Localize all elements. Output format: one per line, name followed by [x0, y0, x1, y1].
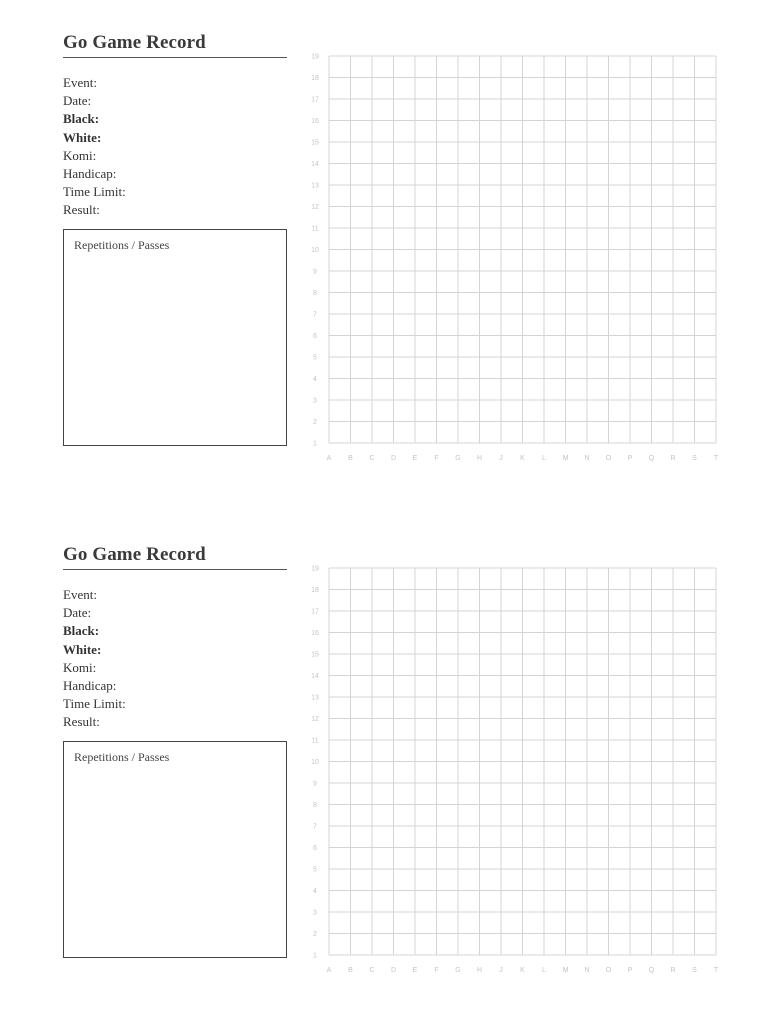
row-label: 7: [313, 311, 317, 319]
game-info-fields: [63, 74, 126, 220]
row-label: 15: [311, 139, 319, 147]
field-result-label: Result:: [63, 714, 100, 730]
column-label: L: [542, 967, 546, 974]
row-label: 6: [313, 333, 317, 340]
column-label: A: [326, 967, 332, 974]
row-label: 19: [311, 565, 319, 573]
column-label: F: [434, 967, 439, 974]
field-handicap-label: Handicap:: [63, 677, 117, 693]
game-record-sheet-2: [0, 512, 768, 982]
row-label: 8: [313, 290, 317, 297]
column-label: L: [542, 455, 546, 462]
row-label: 16: [311, 118, 319, 125]
row-label: 2: [313, 419, 317, 426]
row-label: 1: [313, 952, 317, 960]
field-white-label: White:: [63, 129, 102, 145]
column-label: E: [412, 967, 418, 974]
repetitions-passes-box: [63, 229, 287, 446]
field-handicap-label: Handicap:: [63, 165, 117, 181]
column-label: S: [692, 455, 697, 462]
row-label: 5: [313, 866, 317, 874]
column-label: Q: [648, 455, 655, 462]
field-black-label: Black:: [63, 111, 100, 127]
field-time-limit-label: Time Limit:: [63, 696, 126, 712]
repetitions-passes-label: Repetitions / Passes: [74, 238, 170, 252]
row-label: 9: [313, 268, 317, 276]
column-label: T: [713, 967, 719, 974]
row-label: 4: [313, 888, 317, 895]
field-black-label: Black:: [63, 623, 100, 639]
field-komi-label: Komi:: [63, 659, 97, 675]
column-label: H: [476, 967, 483, 974]
column-label: K: [520, 967, 525, 974]
field-event-label: Event:: [63, 587, 97, 602]
column-label: D: [390, 967, 397, 974]
column-label: Q: [648, 967, 655, 974]
column-label: R: [670, 967, 676, 974]
column-label: O: [605, 967, 612, 974]
game-record-sheet-1: [0, 0, 768, 470]
row-label: 10: [311, 247, 319, 254]
row-label: 12: [311, 716, 319, 723]
go-board-grid: [300, 48, 720, 468]
column-label: T: [713, 455, 719, 462]
row-label: 8: [313, 802, 317, 809]
row-label: 15: [311, 651, 319, 659]
column-label: H: [476, 455, 483, 462]
row-label: 13: [311, 182, 319, 190]
column-label: A: [326, 455, 332, 462]
row-label: 7: [313, 823, 317, 831]
column-label: C: [369, 967, 375, 974]
row-label: 3: [313, 909, 317, 917]
field-komi-label: Komi:: [63, 147, 97, 163]
field-date-label: Date:: [63, 605, 92, 621]
column-label: P: [627, 455, 633, 462]
row-label: 16: [311, 630, 319, 637]
column-label: R: [670, 455, 676, 462]
column-label: M: [562, 455, 569, 462]
row-label: 9: [313, 780, 317, 788]
row-label: 4: [313, 376, 317, 383]
column-label: N: [584, 967, 590, 974]
field-event-label: Event:: [63, 75, 97, 90]
column-label: E: [412, 455, 418, 462]
row-label: 13: [311, 694, 319, 702]
column-label: J: [499, 967, 503, 974]
column-label: M: [562, 967, 569, 974]
row-label: 14: [311, 673, 319, 680]
column-label: S: [692, 967, 697, 974]
title-underline: [63, 569, 287, 570]
row-label: 17: [311, 96, 319, 104]
field-time-limit-label: Time Limit:: [63, 184, 126, 200]
row-label: 1: [313, 440, 317, 448]
column-label: G: [455, 455, 461, 462]
title-underline: [63, 57, 287, 58]
column-label: G: [455, 967, 461, 974]
row-label: 14: [311, 161, 319, 168]
column-label: D: [390, 455, 397, 462]
row-label: 3: [313, 397, 317, 405]
field-result-label: Result:: [63, 202, 100, 218]
go-board-grid: [300, 560, 720, 980]
column-label: O: [605, 455, 612, 462]
row-label: 11: [311, 225, 319, 233]
row-label: 18: [311, 587, 319, 594]
column-label: C: [369, 455, 375, 462]
record-title: Go Game Record: [63, 32, 206, 53]
repetitions-passes-box: [63, 741, 287, 958]
row-label: 11: [311, 737, 319, 745]
repetitions-passes-label: Repetitions / Passes: [74, 750, 170, 764]
row-label: 6: [313, 845, 317, 852]
column-label: K: [520, 455, 525, 462]
column-label: B: [348, 967, 353, 974]
row-label: 19: [311, 53, 319, 61]
column-label: J: [499, 455, 503, 462]
column-label: F: [434, 455, 439, 462]
column-label: P: [627, 967, 633, 974]
column-label: B: [348, 455, 353, 462]
row-label: 17: [311, 608, 319, 616]
column-label: N: [584, 455, 590, 462]
row-label: 12: [311, 204, 319, 211]
field-date-label: Date:: [63, 93, 92, 109]
row-label: 5: [313, 354, 317, 362]
record-title: Go Game Record: [63, 544, 206, 565]
row-label: 2: [313, 931, 317, 938]
field-white-label: White:: [63, 641, 102, 657]
game-info-fields: [63, 586, 126, 732]
row-label: 18: [311, 75, 319, 82]
row-label: 10: [311, 759, 319, 766]
